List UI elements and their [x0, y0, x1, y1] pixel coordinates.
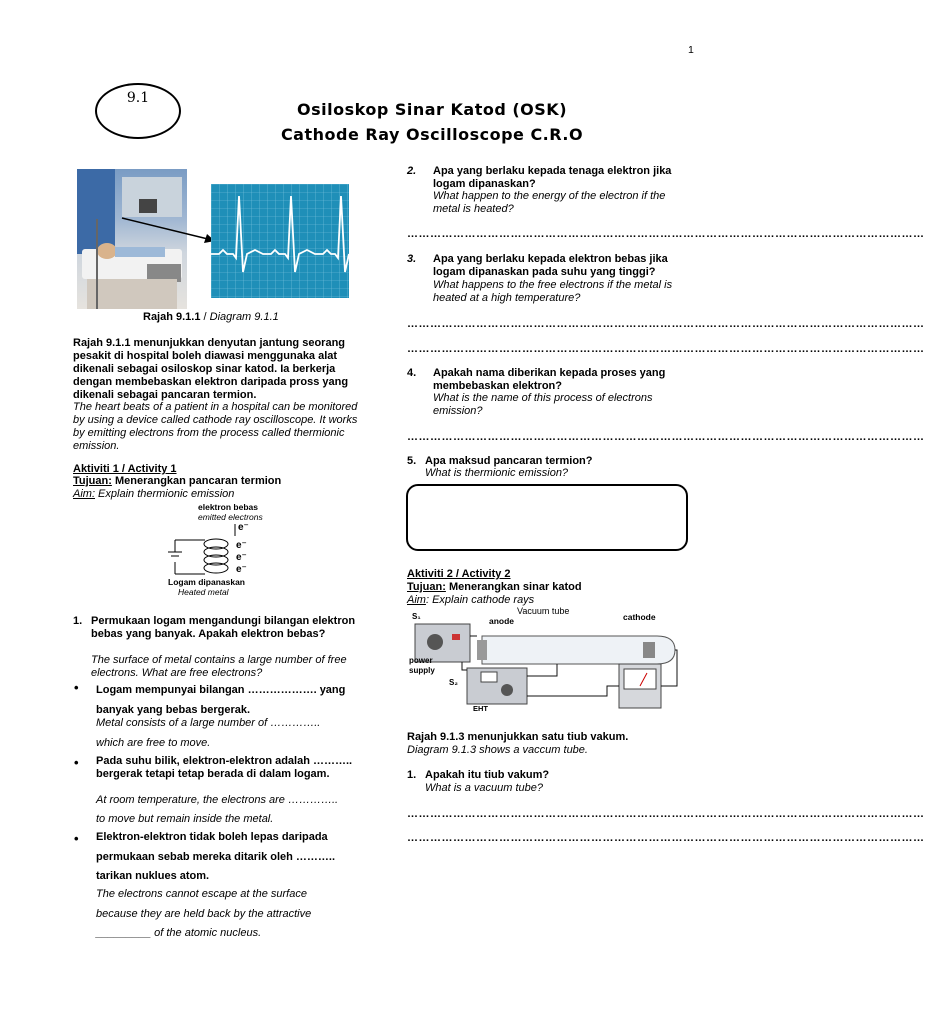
q3-answer-line-1[interactable]: ………………………………………………………………………………………………………………………: [407, 318, 925, 330]
activity-1-aim: [73, 488, 234, 501]
intro-en: The heart beats of a patient in a hospital can be monitored by using a device called cathode ray oscilloscope. It works by emitting electrons from the process called thermionic emission.: [73, 401, 358, 452]
q4-number: 4.: [407, 367, 417, 379]
label-s1: S₁: [412, 612, 421, 621]
q5-answer-box[interactable]: [406, 484, 688, 551]
activity-2-heading: Aktiviti 2 / Activity 2: [407, 568, 511, 580]
bullet-3-en2: because they are held back by the attractive: [96, 908, 312, 920]
activity-1-aim-text: Explain thermionic emission: [95, 488, 235, 500]
q4-text-en: What is the name of this process of electrons emission?: [433, 392, 653, 417]
q2-number: 2.: [407, 165, 417, 177]
bullet-2-en1: At room temperature, the electrons are …………..: [96, 794, 339, 806]
section-badge-label: 9.1: [126, 90, 150, 106]
intro-ms: Rajah 9.1.1 menunjukkan denyutan jantung seorang pesakit di hospital boleh diawasi menggunaka alat dikenali sebagai osiloskop sinar katod. Ia berkerja dengan membebaskan elektron daripada pross yang dikenali sebagai pancaran termion.: [73, 337, 349, 401]
figure-1-caption-en: Diagram 9.1.1: [209, 311, 279, 323]
q2-text-ms: Apa yang berlaku kepada tenaga elektron jika logam dipanaskan?: [433, 165, 672, 190]
page-title-ms: Osiloskop Sinar Katod (OSK): [297, 100, 567, 119]
q1-text-ms: Permukaan logam mengandungi bilangan elektron bebas yang banyak. Apakah elektron bebas?: [91, 615, 356, 640]
q6-answer-line-2[interactable]: ………………………………………………………………………………………………………………………: [407, 832, 925, 844]
bullet-3-en1: The electrons cannot escape at the surface: [96, 888, 307, 900]
q2-text-en: What happen to the energy of the electron if the metal is heated?: [433, 190, 666, 215]
activity-1-aim-label: Aim:: [73, 488, 95, 500]
activity-1-tujuan-text: Menerangkan pancaran termion: [111, 475, 282, 487]
page-title-en: Cathode Ray Oscilloscope C.R.O: [280, 125, 584, 144]
q3-answer-line-2[interactable]: ………………………………………………………………………………………………………………………: [407, 343, 925, 355]
label-heated-metal-ms: Logam dipanaskan: [168, 577, 245, 587]
bullet-1-marker: •: [74, 680, 79, 695]
label-cathode: cathode: [623, 612, 656, 622]
figure-1-caption-ms: Rajah 9.1.1: [143, 311, 201, 323]
ecg-trace: [211, 184, 349, 298]
bullet-1-en2: which are free to move.: [96, 737, 211, 749]
bullet-3-en3: [96, 927, 261, 940]
activity-2-tujuan-text: Menerangkan sinar katod: [445, 581, 582, 593]
bullet-3-ms1: Elektron-elektron tidak boleh lepas daripada: [96, 831, 328, 843]
vacuum-tube-diagram: [407, 606, 697, 718]
vacuum-tube-drawing: [407, 606, 697, 718]
bullet-1-en1: Metal consists of a large number of …………..: [96, 717, 321, 729]
q3-text-en: What happens to the free electrons if the metal is heated at a high temperature?: [433, 279, 673, 304]
q5-text-ms: Apa maksud pancaran termion?: [425, 455, 593, 467]
q6-text-ms: Apakah itu tiub vakum?: [425, 769, 550, 781]
figure-1-caption: [143, 311, 279, 324]
section-badge: [95, 83, 181, 139]
electron-4: e⁻: [236, 564, 247, 575]
activity-1-tujuan-label: Tujuan:: [73, 475, 112, 487]
bullet-3-marker: •: [74, 831, 79, 846]
q1-number: 1.: [73, 615, 83, 627]
bullet-2-en2: to move but remain inside the metal.: [96, 813, 274, 825]
activity-1-heading: Aktiviti 1 / Activity 1: [73, 463, 177, 475]
q6-text-en: What is a vacuum tube?: [425, 782, 544, 794]
label-free-electrons-ms: elektron bebas: [198, 502, 258, 512]
q4-answer-line[interactable]: ………………………………………………………………………………………………………………………: [407, 431, 925, 443]
label-vacuum-tube: Vacuum tube: [517, 606, 570, 616]
bullet-2-ms: Pada suhu bilik, elektron-elektron adalah ……….. bergerak tetapi tetap berada di dalam logam.: [96, 755, 353, 780]
figure-3-caption-ms: Rajah 9.1.3 menunjukkan satu tiub vakum.: [407, 731, 629, 743]
bullet-3-ms2: permukaan sebab mereka ditarik oleh ………..: [96, 851, 336, 863]
figure-3-caption-en: Diagram 9.1.3 shows a vaccum tube.: [407, 744, 588, 756]
label-anode: anode: [489, 616, 515, 626]
activity-2-tujuan-label: Tujuan:: [407, 581, 446, 593]
activity-1-tujuan: [73, 475, 281, 488]
q5-number: 5.: [407, 455, 417, 467]
label-heated-metal-en: Heated metal: [178, 587, 229, 597]
q1-text-en: The surface of metal contains a large number of free electrons. What are free electrons?: [91, 654, 347, 679]
bullet-2-marker: •: [74, 755, 79, 770]
label-s2: S₂: [449, 678, 458, 687]
heated-coil: [160, 522, 280, 580]
activity-2-tujuan: [407, 581, 582, 594]
label-eht: EHT: [473, 704, 488, 713]
activity-2-aim-label: Aim: [407, 594, 426, 606]
page-number: 1: [688, 44, 694, 56]
electron-2: e⁻: [236, 540, 247, 551]
bullet-1-ms: Logam mempunyai bilangan ………………. yang banyak yang bebas bergerak.: [96, 684, 346, 716]
ecg-trace-drawing: [211, 184, 349, 298]
electron-3: e⁻: [236, 552, 247, 563]
q5-text-en: What is thermionic emission?: [425, 467, 569, 479]
q3-number: 3.: [407, 253, 417, 265]
q4-text-ms: Apakah nama diberikan kepada proses yang membebaskan elektron?: [433, 367, 666, 392]
q6-number: 1.: [407, 769, 417, 781]
bullet-3-blank: _________: [96, 927, 152, 939]
q3-text-ms: Apa yang berlaku kepada elektron bebas jika logam dipanaskan pada suhu yang tinggi?: [433, 253, 668, 278]
activity-2-aim-text: : Explain cathode rays: [425, 594, 535, 606]
figure-1-caption-sep: /: [200, 311, 210, 323]
q6-answer-line-1[interactable]: ………………………………………………………………………………………………………………………: [407, 808, 925, 820]
electron-1: e⁻: [238, 522, 249, 533]
label-free-electrons-en: emitted electrons: [198, 512, 263, 522]
label-power-supply: power supply: [409, 656, 435, 675]
pointer-arrow: [120, 210, 220, 250]
bullet-3-ms3: tarikan nuklues atom.: [96, 870, 210, 882]
thermionic-diagram: [160, 502, 280, 598]
q2-answer-line[interactable]: ………………………………………………………………………………………………………………………: [407, 228, 925, 240]
bullet-3-en3-text: of the atomic nucleus.: [151, 927, 262, 939]
